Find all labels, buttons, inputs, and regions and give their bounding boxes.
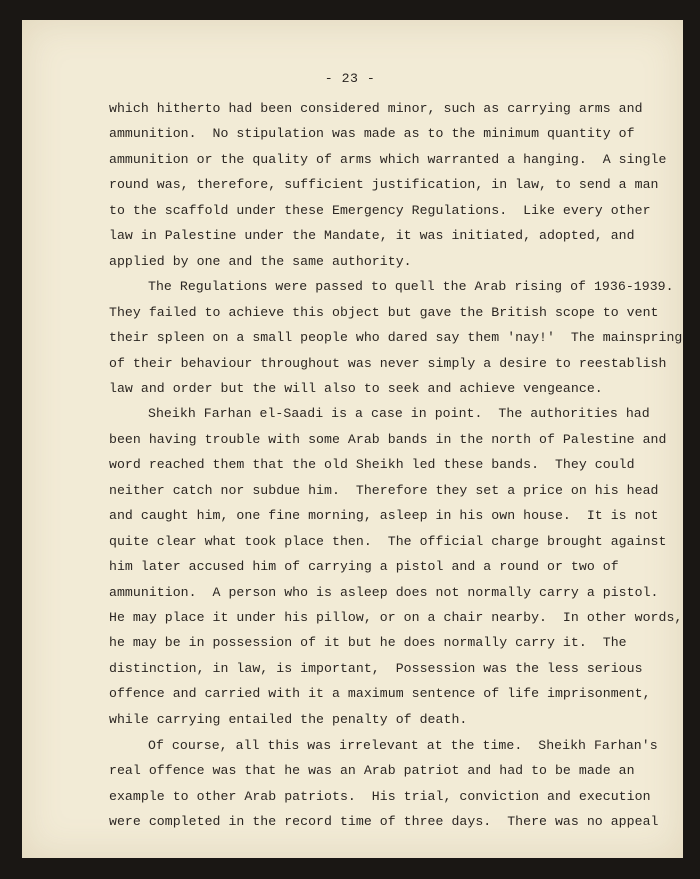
text-line: law and order but the will also to seek and achieve vengeance. xyxy=(109,381,603,396)
text-line: offence and carried with it a maximum sentence of life imprisonment, xyxy=(109,686,651,701)
text-line: their spleen on a small people who dared say them 'nay!' The mainspring xyxy=(109,330,683,345)
text-line: he may be in possession of it but he does normally carry it. The xyxy=(109,635,627,650)
text-line: while carrying entailed the penalty of death. xyxy=(109,712,468,727)
text-line: of their behaviour throughout was never simply a desire to reestablish xyxy=(109,356,667,371)
text-line: round was, therefore, sufficient justification, in law, to send a man xyxy=(109,177,659,192)
text-line: which hitherto had been considered minor, such as carrying arms and xyxy=(109,101,643,116)
text-line: been having trouble with some Arab bands in the north of Palestine and xyxy=(109,432,667,447)
text-line: word reached them that the old Sheikh led these bands. They could xyxy=(109,457,635,472)
text-line: real offence was that he was an Arab patriot and had to be made an xyxy=(109,763,635,778)
text-line: law in Palestine under the Mandate, it was initiated, adopted, and xyxy=(109,228,635,243)
text-line: Sheikh Farhan el-Saadi is a case in point. The authorities had xyxy=(148,406,650,421)
text-line: ammunition or the quality of arms which warranted a hanging. A single xyxy=(109,152,667,167)
text-line: They failed to achieve this object but gave the British scope to vent xyxy=(109,305,659,320)
text-line: were completed in the record time of three days. There was no appeal xyxy=(109,814,659,829)
page-number: - 23 - xyxy=(324,71,376,86)
text-line: The Regulations were passed to quell the Arab rising of 1936-1939. xyxy=(148,279,674,294)
text-line: Of course, all this was irrelevant at the time. Sheikh Farhan's xyxy=(148,738,658,753)
text-line: distinction, in law, is important, Possession was the less serious xyxy=(109,661,643,676)
text-line: quite clear what took place then. The official charge brought against xyxy=(109,534,667,549)
text-line: him later accused him of carrying a pistol and a round or two of xyxy=(109,559,619,574)
text-line: and caught him, one fine morning, asleep in his own house. It is not xyxy=(109,508,659,523)
text-line: He may place it under his pillow, or on a chair nearby. In other words, xyxy=(109,610,683,625)
text-line: applied by one and the same authority. xyxy=(109,254,412,269)
text-line: neither catch nor subdue him. Therefore they set a price on his head xyxy=(109,483,659,498)
text-line: example to other Arab patriots. His trial, conviction and execution xyxy=(109,789,651,804)
text-line: to the scaffold under these Emergency Regulations. Like every other xyxy=(109,203,651,218)
text-line: ammunition. A person who is asleep does not normally carry a pistol. xyxy=(109,585,659,600)
text-line: ammunition. No stipulation was made as to the minimum quantity of xyxy=(109,126,635,141)
